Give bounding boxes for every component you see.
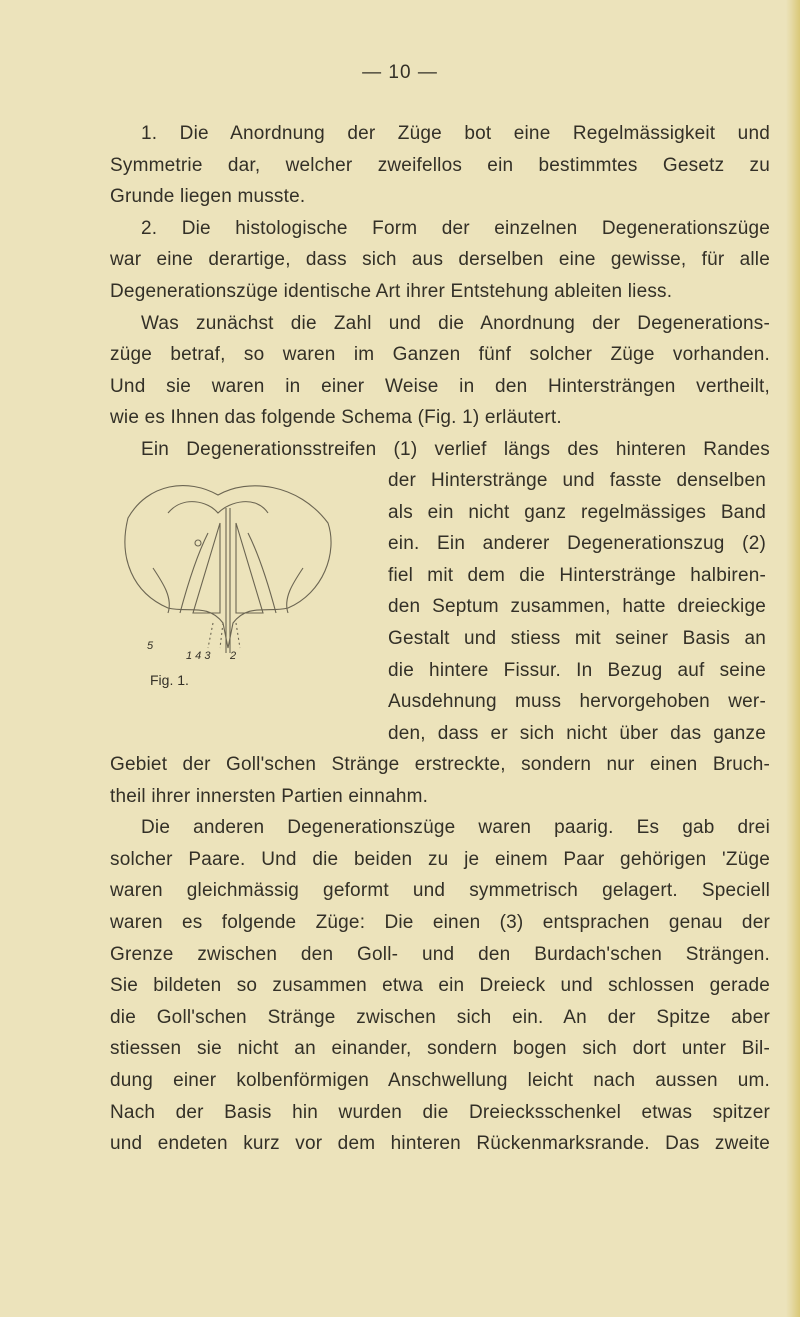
text-line: stiessen sie nicht an einander, sondern bogen sich dort unter Bil- <box>110 1038 770 1060</box>
paragraph-1 <box>110 118 770 213</box>
posterior-band <box>168 502 268 513</box>
text-bottom <box>110 749 770 1160</box>
text-line: war eine derartige, dass sich aus derselben eine gewisse, für alle <box>110 249 770 271</box>
outer-left <box>153 568 169 613</box>
paragraph-4 <box>110 434 770 466</box>
text-line: wie es Ihnen das folgende Schema (Fig. 1) erläutert. <box>110 407 562 429</box>
paragraph-2 <box>110 213 770 308</box>
text-line: waren gleichmässig geformt und symmetrisch gelagert. Speciell <box>110 880 770 902</box>
text-line: 2. Die histologische Form der einzelnen Degenerationszüge <box>141 217 770 239</box>
figure-label-5: 5 <box>147 640 154 652</box>
median-septum <box>226 508 230 653</box>
text-line: und endeten kurz vor dem hinteren Rückenmarksrande. Das zweite <box>110 1133 770 1155</box>
text-top <box>110 118 770 466</box>
text-line: Ein Degenerationsstreifen (1) verlief längs des hinteren Randes <box>141 438 770 460</box>
text-line: die Goll'schen Stränge zwischen sich ein. An der Spitze aber <box>110 1006 770 1028</box>
text-line: waren es folgende Züge: Die einen (3) entsprachen genau der <box>110 911 770 933</box>
text-line: den Septum zusammen, hatte dreieckige <box>388 596 766 618</box>
text-line: theil ihrer innersten Partien einnahm. <box>110 785 429 807</box>
text-line: Symmetrie dar, welcher zweifellos ein bestimmtes Gesetz zu <box>110 154 770 176</box>
text-line: Und sie waren in einer Weise in den Hintersträngen vertheilt, <box>110 375 770 397</box>
text-line: der Hinterstränge und fasste denselben <box>388 470 766 491</box>
figure-label-143: 1 4 3 <box>186 650 211 662</box>
text-line: Sie bildeten so zusammen etwa ein Dreieck und schlossen gerade <box>110 975 770 997</box>
text-line: fiel mit dem die Hinterstränge halbiren- <box>388 564 766 586</box>
cord-outline <box>125 486 331 648</box>
text-line: Grenze zwischen den Goll- und den Burdach'schen Strängen. <box>110 943 770 965</box>
text-beside-figure <box>388 465 766 749</box>
figure-caption: Fig. 1. <box>150 672 189 688</box>
text-line: Die anderen Degenerationszüge waren paarig. Es gab drei <box>141 817 770 839</box>
text-line: Nach der Basis hin wurden die Dreiecksschenkel etwas spitzer <box>110 1101 770 1123</box>
goll-left <box>180 533 208 613</box>
text-line: Gestalt und stiess mit seiner Basis an <box>388 627 766 649</box>
text-line: Was zunächst die Zahl und die Anordnung der Degenerations- <box>141 312 770 334</box>
paragraph-6 <box>110 812 770 1160</box>
text-line: die hintere Fissur. In Bezug auf seine <box>388 659 766 681</box>
spinal-cord-schema-figure <box>108 473 348 673</box>
text-line: solcher Paare. Und die beiden zu je einem Paar gehörigen 'Züge <box>110 848 770 870</box>
paragraph-3 <box>110 308 770 434</box>
text-line: Grunde liegen musste. <box>110 186 306 208</box>
figure-label-2: 2 <box>230 650 237 662</box>
outer-right <box>287 568 303 613</box>
paragraph-5 <box>110 749 770 812</box>
small-circle <box>195 540 201 546</box>
text-line: Ausdehnung muss hervorgehoben wer- <box>388 691 766 713</box>
text-line: den, dass er sich nicht über das ganze <box>388 722 766 744</box>
text-line: dung einer kolbenförmigen Anschwellung leicht nach aussen um. <box>110 1069 770 1091</box>
text-line: ein. Ein anderer Degenerationszug (2) <box>388 533 766 555</box>
page-edge <box>786 0 800 1317</box>
page-number: — 10 — <box>362 62 438 83</box>
text-line: Degenerationszüge identische Art ihrer Entstehung ableiten liess. <box>110 280 673 302</box>
text-line: züge betraf, so waren im Ganzen fünf solcher Züge vorhanden. <box>110 344 770 366</box>
text-line: 1. Die Anordnung der Züge bot eine Regelmässigkeit und <box>141 123 770 144</box>
text-line: Gebiet der Goll'schen Stränge erstreckte, sondern nur einen Bruch- <box>110 754 770 775</box>
goll-right <box>248 533 276 613</box>
text-line: als ein nicht ganz regelmässiges Band <box>388 501 766 523</box>
